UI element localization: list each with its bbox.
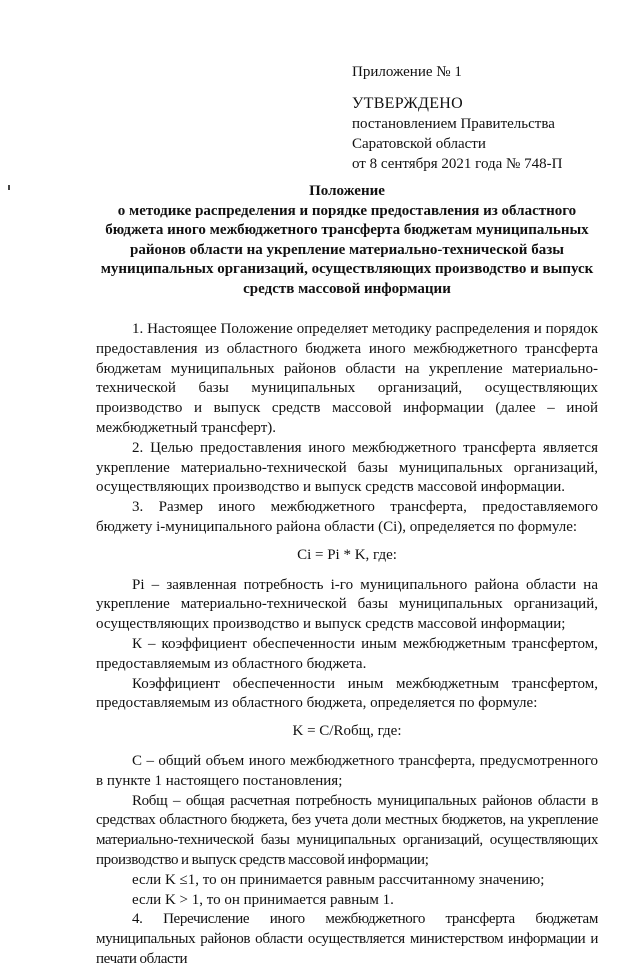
title-heading: Положение	[309, 183, 385, 199]
approval-block	[352, 62, 622, 174]
paragraph-3: 3. Размер иного межбюджетного трансферта, предоставляемого бюджету i-муниципального района области (Ci), определяется по формуле:	[96, 499, 598, 535]
title-subtitle: о методике распределения и порядке предоставления из областного бюджета иного межбюджетного трансферта бюджетам муниципальных районов области на укрепление материально-технической базы муниципальных организаций, осуществляющих производство и выпуск средств массовой информации	[100, 202, 594, 297]
margin-scan-mark	[8, 185, 10, 190]
paragraph-coefficient: Коэффициент обеспеченности иным межбюджетным трансфертом, предоставляемым из областного бюджета, определяется по формуле:	[96, 675, 598, 712]
approval-line-1: постановлением Правительства	[352, 116, 555, 132]
approval-line-2: Саратовской области	[352, 136, 486, 152]
paragraph-k: К – коэффициент обеспеченности иным межбюджетным трансфертом, предоставляемым из областного бюджета.	[96, 635, 598, 672]
paragraph-pi: Pi – заявленная потребность i-го муниципального района области на укрепление материально-технической базы муниципальных организаций, осуществляющих производство и выпуск средств массовой информации;	[96, 576, 598, 633]
condition-k-le-1: если K ≤1, то он принимается равным рассчитанному значению;	[132, 871, 545, 888]
document-body	[96, 320, 598, 970]
annex-number: Приложение № 1	[352, 64, 462, 80]
paragraph-4: 4. Перечисление иного межбюджетного трансферта бюджетам муниципальных районов области осуществляется министерством информации и печати области	[96, 911, 598, 967]
formula-k: K = С/Rобщ, где:	[292, 723, 402, 740]
paragraph-2: 2. Целью предоставления иного межбюджетного трансферта является укрепление материально-технической базы муниципальных организаций, осуществляющих производство и выпуск средств массовой информации.	[96, 439, 598, 496]
paragraph-c: С – общий объем иного межбюджетного трансферта, предусмотренного в пункте 1 настоящего постановления;	[96, 752, 598, 789]
formula-ci: Ci = Pi * K, где:	[297, 546, 397, 563]
condition-k-gt-1: если K > 1, то он принимается равным 1.	[132, 891, 394, 908]
approval-line-3: от 8 сентября 2021 года № 748-П	[352, 156, 563, 172]
approved-stamp-text: УТВЕРЖДЕНО	[352, 95, 464, 112]
document-title	[96, 182, 598, 299]
paragraph-1: 1. Настоящее Положение определяет методику распределения и порядок предоставления из областного бюджета иного межбюджетного трансферта бюджетам муниципальных районов области на укрепление материально-технической базы муниципальных организаций, осуществляющих производство и выпуск средств массовой информации (далее – иной межбюджетный трансферт).	[96, 321, 598, 436]
paragraph-r: Rобщ – общая расчетная потребность муниципальных районов области в средствах областного бюджета, без учета доли местных бюджетов, на укрепление материально-технической базы муниципальных организаций, осуществляющих производство и выпуск средств массовой информации;	[96, 792, 598, 868]
